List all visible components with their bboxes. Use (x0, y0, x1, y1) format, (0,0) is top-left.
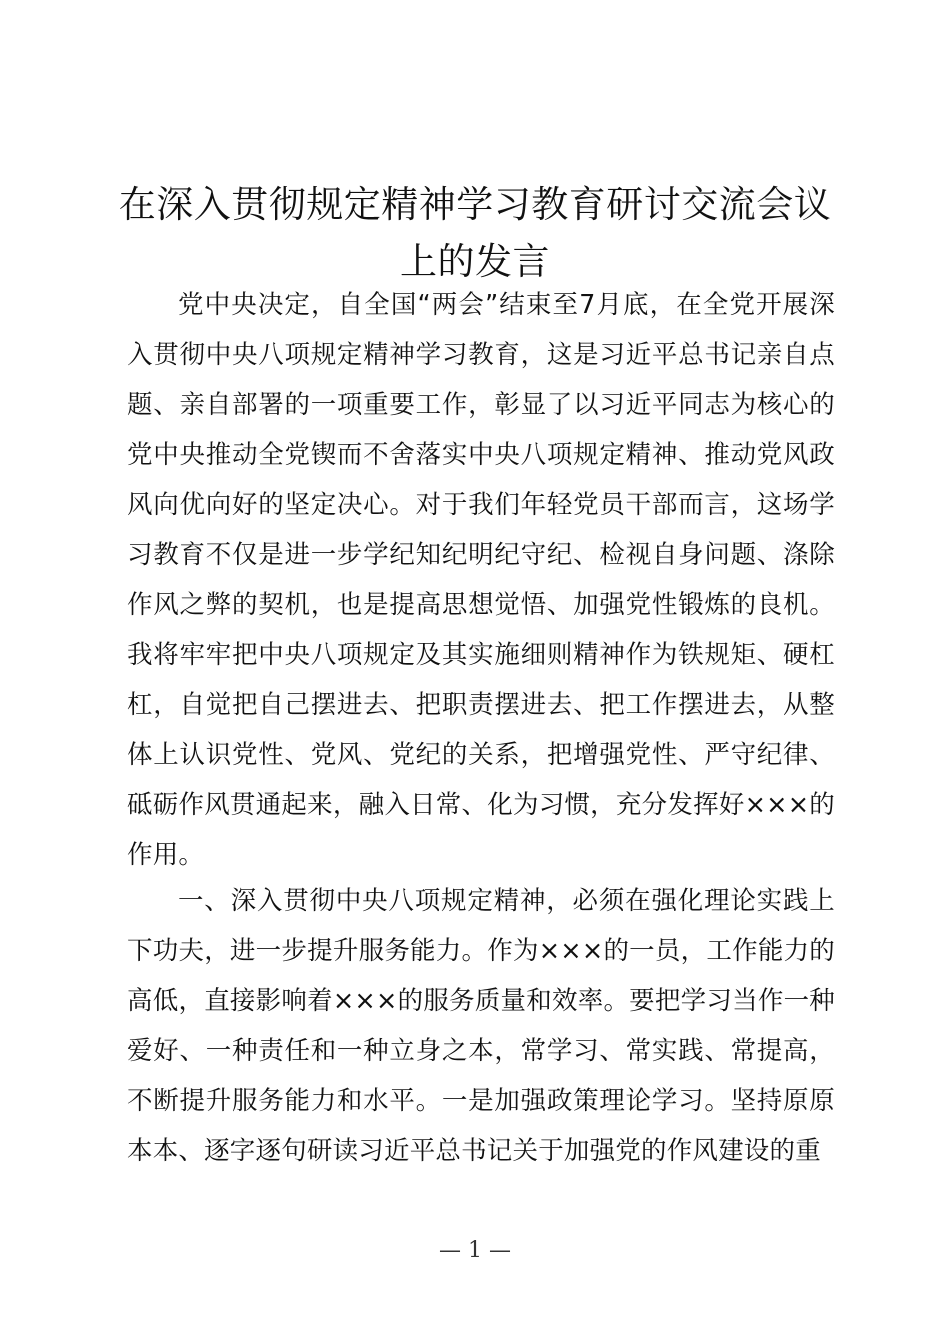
paragraph-intro: 党中央决定，自全国“两会”结束至7月底，在全党开展深入贯彻中央八项规定精神学习教育，这是习近平总书记亲自点题、亲自部署的一项重要工作，彰显了以习近平同志为核心的党中央推动全党锲而不舍落实中央八项规定精神、推动党风政风向优向好的坚定决心。对于我们年轻党员干部而言，这场学习教育不仅是进一步学纪知纪明纪守纪、检视自身问题、涤除作风之弊的契机，也是提高思想觉悟、加强党性锻炼的良机。我将牢牢把中央八项规定及其实施细则精神作为铁规矩、硬杠杠，自觉把自己摆进去、把职责摆进去、把工作摆进去，从整体上认识党性、党风、党纪的关系，把增强党性、严守纪律、砥砺作风贯通起来，融入日常、化为习惯，充分发挥好×××的作用。 (127, 290, 835, 870)
page-number: — 1 — (439, 1238, 511, 1263)
paragraph-section-one: 一、深入贯彻中央八项规定精神，必须在强化理论实践上下功夫，进一步提升服务能力。作为×××的一员，工作能力的高低，直接影响着×××的服务质量和效率。要把学习当作一种爱好、一种责任和一种立身之本，常学习、常实践、常提高，不断提升服务能力和水平。一是加强政策理论学习。坚持原原本本、逐字逐句研读习近平总书记关于加强党的作风建设的重 (127, 886, 835, 1166)
document-title: 在深入贯彻规定精神学习教育研讨交流会议上的发言 (118, 183, 832, 283)
